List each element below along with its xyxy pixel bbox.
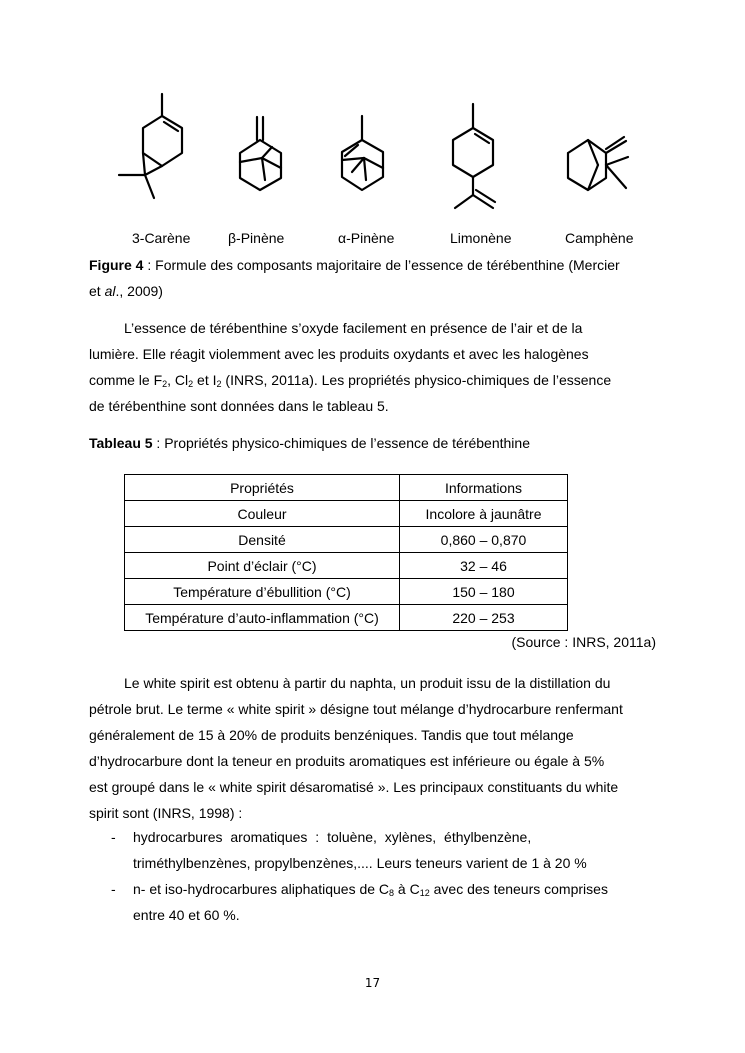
paragraph2-line2: pétrole brut. Le terme « white spirit » désigne tout mélange d’hydrocarbure renfermant — [89, 701, 623, 717]
table-cell: Densité — [125, 527, 400, 553]
p1-l3-sub3: 2 — [216, 379, 222, 389]
bullet-item1-line2: triméthylbenzènes, propylbenzènes,.... Leurs teneurs varient de 1 à 20 % — [133, 855, 587, 871]
paragraph1-line1: L’essence de térébenthine s’oxyde facilement en présence de l’air et de la — [124, 320, 583, 336]
p1-l3-sub1: 2 — [162, 379, 168, 389]
table-header-cell: Propriétés — [125, 475, 400, 501]
p1-l3-b: , Cl — [167, 372, 189, 388]
paragraph1-line4: de térébenthine sont données dans le tableau 5. — [89, 398, 389, 414]
page-number: 17 — [364, 976, 381, 990]
table-caption-text: : Propriétés physico-chimiques de l’essence de térébenthine — [152, 435, 530, 451]
paragraph2-line5: est groupé dans le « white spirit désaromatisé ». Les principaux constituants du white — [89, 779, 619, 795]
table-header-row — [125, 475, 568, 501]
table-row — [125, 579, 568, 605]
figure-caption-text-a: et — [89, 283, 105, 299]
p1-l3-d: (INRS, 2011a). Les propriétés physico-chimiques de l’essence — [221, 372, 612, 388]
table-cell: 150 – 180 — [400, 579, 568, 605]
table-cell: Point d’éclair (°C) — [125, 553, 400, 579]
table-cell: 32 – 46 — [400, 553, 568, 579]
molecule-label-carene: 3-Carène — [132, 230, 191, 246]
paragraph2-line6: spirit sont (INRS, 1998) : — [89, 805, 243, 821]
molecule-label-alpha-pinene: α-Pinène — [338, 230, 395, 246]
table-cell: Température d’ébullition (°C) — [125, 579, 400, 605]
b2-sub1: 8 — [389, 888, 395, 898]
table-caption — [89, 430, 530, 456]
table-cell: Incolore à jaunâtre — [400, 501, 568, 527]
figure-caption-text: : Formule des composants majoritaire de l’essence de térébenthine (Mercier — [143, 257, 620, 273]
table-row — [125, 527, 568, 553]
bullet-item2-line2: entre 40 et 60 %. — [133, 907, 240, 923]
figure-caption-italic: al — [104, 283, 116, 299]
table-caption-label: Tableau 5 — [89, 435, 153, 451]
table-cell: Température d’auto-inflammation (°C) — [125, 605, 400, 631]
b2-sub2: 12 — [419, 888, 430, 898]
paragraph1-line2: lumière. Elle réagit violemment avec les produits oxydants et avec les halogènes — [89, 346, 589, 362]
figure-caption-label: Figure 4 — [89, 257, 144, 273]
b2-a: n- et iso-hydrocarbures aliphatiques de C — [133, 881, 390, 897]
molecule-label-limonene: Limonène — [450, 230, 512, 246]
table-row — [125, 501, 568, 527]
bullet-marker: - — [111, 881, 116, 897]
table-source: (Source : INRS, 2011a) — [511, 634, 656, 650]
bullet-item1-line1: hydrocarbures aromatiques : toluène, xylènes, éthylbenzène, — [133, 829, 532, 845]
table-cell: 0,860 – 0,870 — [400, 527, 568, 553]
b2-c: avec des teneurs comprises — [429, 881, 608, 897]
molecule-label-camphene: Camphène — [565, 230, 634, 246]
figure-caption-line2 — [89, 278, 657, 304]
molecule-label-beta-pinene: β-Pinène — [228, 230, 285, 246]
table-row — [125, 605, 568, 631]
table-cell: 220 – 253 — [400, 605, 568, 631]
table-header-cell: Informations — [400, 475, 568, 501]
paragraph2-line3: généralement de 15 à 20% de produits benzéniques. Tandis que tout mélange — [89, 727, 574, 743]
figure-caption-line1 — [89, 252, 657, 278]
figure-caption-text-b: ., 2009) — [115, 283, 163, 299]
table-cell: Couleur — [125, 501, 400, 527]
table-row — [125, 553, 568, 579]
properties-table — [124, 474, 568, 631]
p1-l3-sub2: 2 — [188, 379, 194, 389]
b2-b: à C — [394, 881, 420, 897]
paragraph2-line1: Le white spirit est obtenu à partir du naphta, un produit issu de la distillation du — [124, 675, 611, 691]
camphene-structure — [0, 0, 745, 230]
p1-l3-c: et I — [193, 372, 217, 388]
bullet-marker: - — [111, 829, 116, 845]
p1-l3-a: comme le F — [89, 372, 163, 388]
paragraph2-line4: d’hydrocarbure dont la teneur en produits aromatiques est inférieure ou égale à 5% — [89, 753, 605, 769]
